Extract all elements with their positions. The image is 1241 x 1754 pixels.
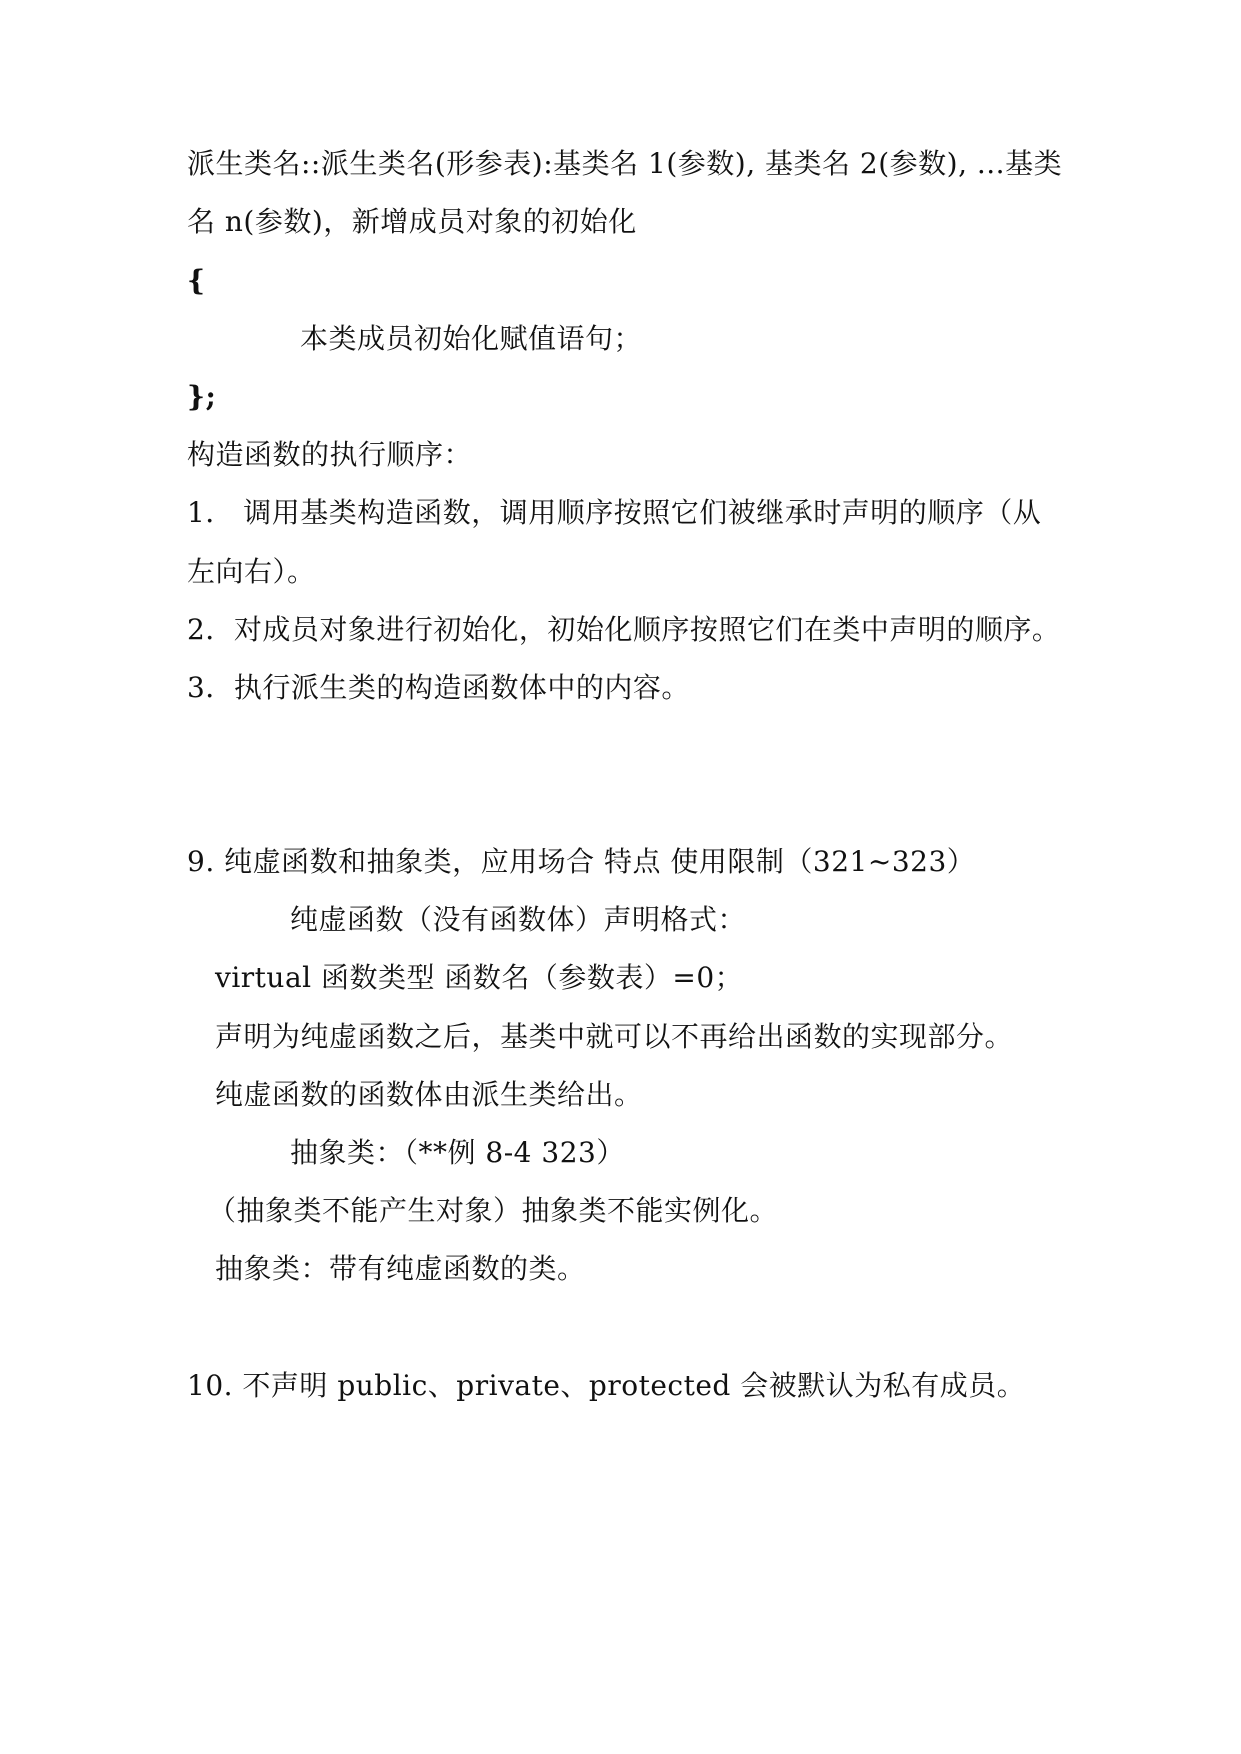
pure-virtual-format-label: 纯虚函数（没有函数体）声明格式： bbox=[290, 903, 747, 936]
pure-virtual-note-1: 声明为纯虚函数之后，基类中就可以不再给出函数的实现部分。 bbox=[215, 1020, 1014, 1053]
open-brace: { bbox=[187, 264, 206, 297]
section-9-heading: 9. 纯虚函数和抽象类，应用场合 特点 使用限制（321~323） bbox=[187, 845, 976, 878]
order-item-3: 3．执行派生类的构造函数体中的内容。 bbox=[187, 671, 690, 704]
order-item-2: 2．对成员对象进行初始化，初始化顺序按照它们在类中声明的顺序。 bbox=[187, 613, 1061, 646]
constructor-syntax-line-2: 名 n(参数)，新增成员对象的初始化 bbox=[187, 205, 637, 238]
abstract-class-note-1: （抽象类不能产生对象）抽象类不能实例化。 bbox=[208, 1194, 779, 1227]
constructor-syntax-line-1: 派生类名::派生类名(形参表):基类名 1(参数), 基类名 2(参数), ...基类 bbox=[187, 147, 1063, 180]
abstract-class-note-2: 抽象类：带有纯虚函数的类。 bbox=[215, 1252, 586, 1285]
order-item-1-line-1: 1． 调用基类构造函数，调用顺序按照它们被继承时声明的顺序（从 bbox=[187, 496, 1042, 529]
execution-order-heading: 构造函数的执行顺序： bbox=[187, 438, 473, 471]
constructor-body-line: 本类成员初始化赋值语句； bbox=[300, 322, 643, 355]
close-brace: }; bbox=[187, 380, 217, 413]
pure-virtual-note-2: 纯虚函数的函数体由派生类给出。 bbox=[215, 1078, 643, 1111]
pure-virtual-syntax: virtual 函数类型 函数名（参数表）=0； bbox=[215, 961, 744, 994]
abstract-class-label: 抽象类：（**例 8-4 323） bbox=[290, 1136, 625, 1169]
order-item-1-line-2: 左向右）。 bbox=[187, 555, 316, 588]
section-10-heading: 10. 不声明 public、private、protected 会被默认为私有成员。 bbox=[187, 1369, 1026, 1402]
